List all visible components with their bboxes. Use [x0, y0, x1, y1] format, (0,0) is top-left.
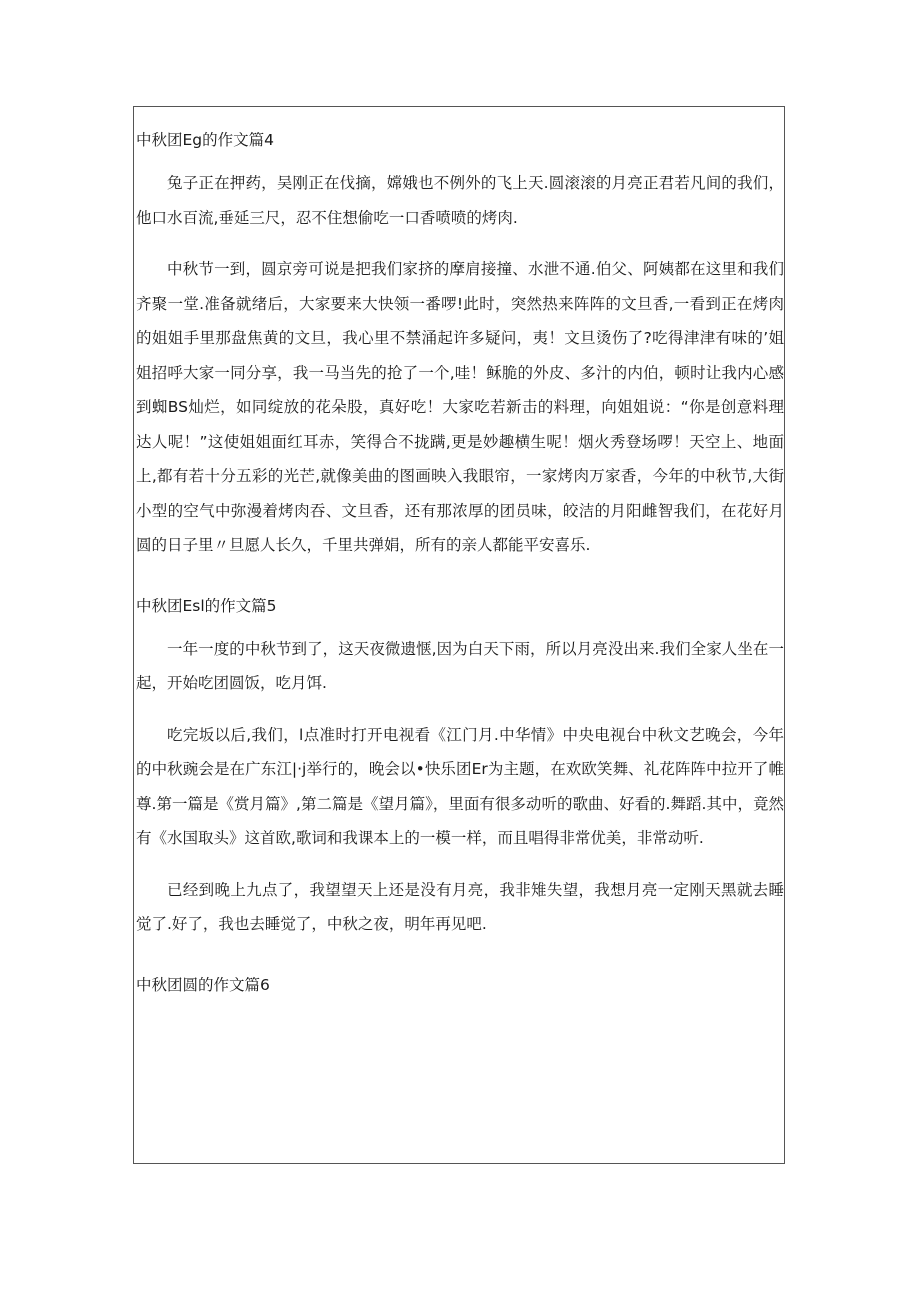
paragraph: 中秋节一到，圆京旁可说是把我们家挤的摩肩接撞、水泄不通.伯父、阿姨都在这里和我们齐聚一堂.准备就绪后，大家要来大快领一番啰!此时，突然热来阵阵的文旦香,一看到正在烤肉的姐姐手里那盘焦黄的文旦，我心里不禁涌起许多疑问，夷！文旦烫伤了?吃得津津有味的’姐姐招呼大家一同分享，我一马当先的抢了一个,哇！稣脆的外皮、多汁的内伯，顿时让我内心感到蜘BS灿烂，如同绽放的花朵股，真好吃！大家吃若新击的料理，向姐姐说：“你是创意料理达人呢！”这使姐姐面红耳赤，笑得合不拢蹒,更是妙趣横生呢！烟火秀登场啰！天空上、地面上,都有若十分五彩的光芒,就像美曲的图画映入我眼帘，一家烤肉万家香，今年的中秋节,大街小型的空气中弥漫着烤肉吞、文旦香，还有那浓厚的团员味，皎洁的月阳雌智我们，在花好月圆的日子里〃旦愿人长久，千里共弹娟，所有的亲人都能平安喜乐. — [136, 260, 784, 554]
paragraph: 兔子正在押药，吴刚正在伐摘，嫦娥也不例外的飞上天.圆滚滚的月亮正君若凡间的我们，他口水百流,垂延三尺，忍不住想偷吃一口香喷喷的烤肉. — [136, 174, 784, 227]
section-heading-4: 中秋团Eg的作文篇4 — [136, 131, 274, 149]
document-body — [136, 114, 784, 1011]
paragraph: 吃完坂以后,我们，l点准时打开电视看《江门月.中华情》中央电视台中秋文艺晚会，今年的中秋豌会是在广东江|·j举行的，晚会以•快乐团Er为主题，在欢欧笑舞、礼花阵阵中拉开了帷尊.第一篇是《赏月篇》,第二篇是《望月篇》，里面有很多动听的歌曲、好看的.舞蹈.其中，竟然有《水国取头》这首欧,歌词和我课本上的一模一样，而且唱得非常优美，非常动听. — [136, 725, 784, 847]
paragraph: 已经到晚上九点了，我望望天上还是没有月亮，我非雉失望，我想月亮一定刚天黑就去睡觉了.好了，我也去睡觉了，中秋之夜，明年再见吧. — [136, 880, 784, 933]
section-heading-5: 中秋团Esl的作文篇5 — [136, 596, 277, 615]
section-heading-6: 中秋团圆的作文篇6 — [136, 975, 270, 994]
paragraph: 一年一度的中秋节到了，这天夜微遗惬,因为白天下雨，所以月亮没出来.我们全家人坐在一起，开始吃团圆饭，吃月饵. — [136, 639, 784, 692]
